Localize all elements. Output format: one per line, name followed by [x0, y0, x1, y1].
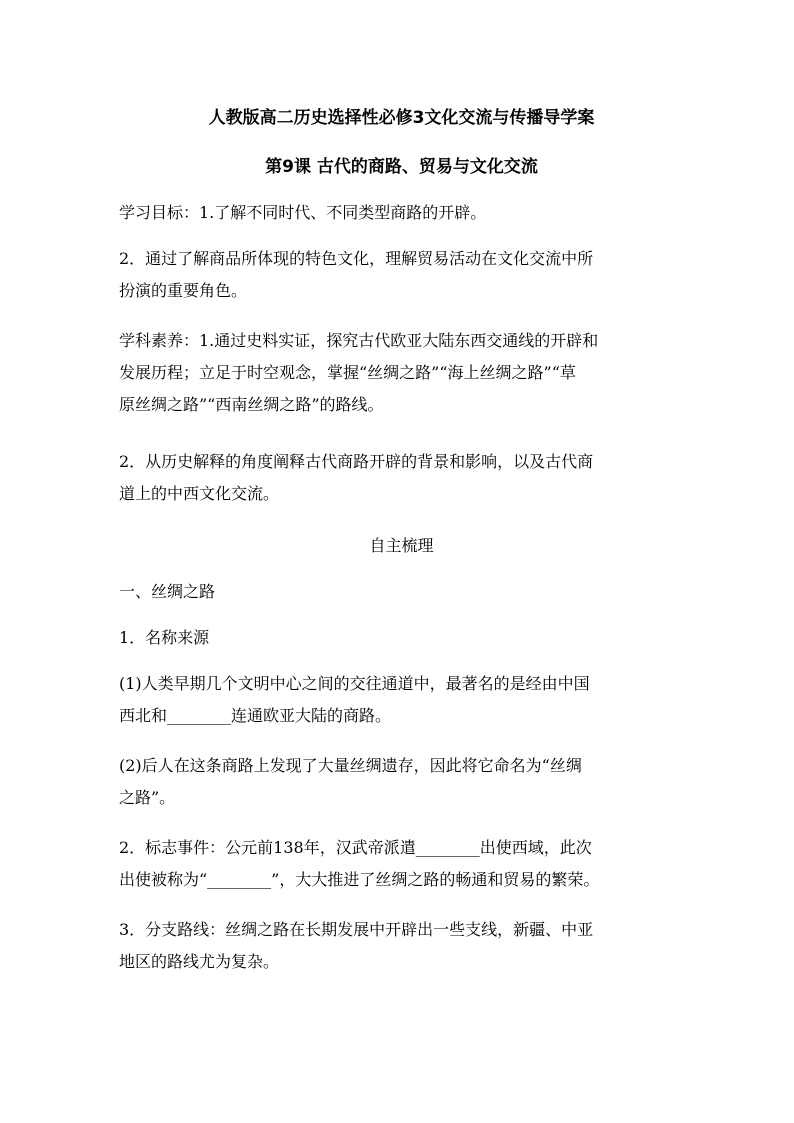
literacy-line-1: 学科素养：1.通过史料实证，探究古代欧亚大陆东西交通线的开辟和 — [119, 331, 599, 350]
point-2-line-1: (2)后人在这条商路上发现了大量丝绸遗存，因此将它命名为“丝绸 — [119, 756, 582, 775]
name-origin-point-1 — [119, 668, 684, 732]
branch-line-1: 3．分支路线：丝绸之路在长期发展中开辟出一些支线，新疆、中亚 — [119, 920, 594, 939]
literacy-2-line-2: 道上的中西文化交流。 — [119, 484, 280, 503]
part-heading-silk-road: 一、丝绸之路 — [119, 582, 216, 601]
point-1-line-2: 西北和________连通欧亚大陆的商路。 — [119, 706, 392, 725]
section-heading: 自主梳理 — [369, 536, 434, 555]
document-page — [119, 0, 684, 1123]
objective-2-line-1: 2．通过了解商品所体现的特色文化，理解贸易活动在文化交流中所 — [119, 249, 594, 268]
branch-line-2: 地区的路线尤为复杂。 — [119, 952, 280, 971]
learning-objective-2 — [119, 243, 684, 307]
point-1-line-1: (1)人类早期几个文明中心之间的交往通道中，最著名的是经由中国 — [119, 674, 590, 693]
branch-routes — [119, 914, 684, 978]
literacy-2-line-1: 2．从历史解释的角度阐释古代商路开辟的背景和影响，以及古代商 — [119, 452, 594, 471]
lesson-title: 第9课 古代的商路、贸易与文化交流 — [265, 157, 538, 177]
objective-line-1: 学习目标：1.了解不同时代、不同类型商路的开辟。 — [119, 203, 487, 222]
landmark-line-2: 出使被称为“________”，大大推进了丝绸之路的畅通和贸易的繁荣。 — [119, 870, 600, 889]
objective-2-line-2: 扮演的重要角色。 — [119, 281, 248, 300]
learning-objectives — [119, 197, 684, 229]
document-title: 人教版高二历史选择性必修3文化交流与传播导学案 — [208, 108, 595, 128]
literacy-line-2: 发展历程；立足于时空观念，掌握“丝绸之路”“海上丝绸之路”“草 — [119, 363, 576, 382]
point-2-line-2: 之路”。 — [119, 788, 176, 807]
name-origin-point-2 — [119, 750, 684, 814]
landmark-event — [119, 832, 684, 896]
item-heading-name-origin: 1．名称来源 — [119, 628, 210, 647]
literacy-line-3: 原丝绸之路”“西南丝绸之路”的路线。 — [119, 395, 384, 414]
landmark-line-1: 2．标志事件：公元前138年，汉武帝派遣________出使西域，此次 — [119, 838, 592, 857]
subject-literacy-2 — [119, 446, 684, 510]
subject-literacy — [119, 325, 684, 421]
